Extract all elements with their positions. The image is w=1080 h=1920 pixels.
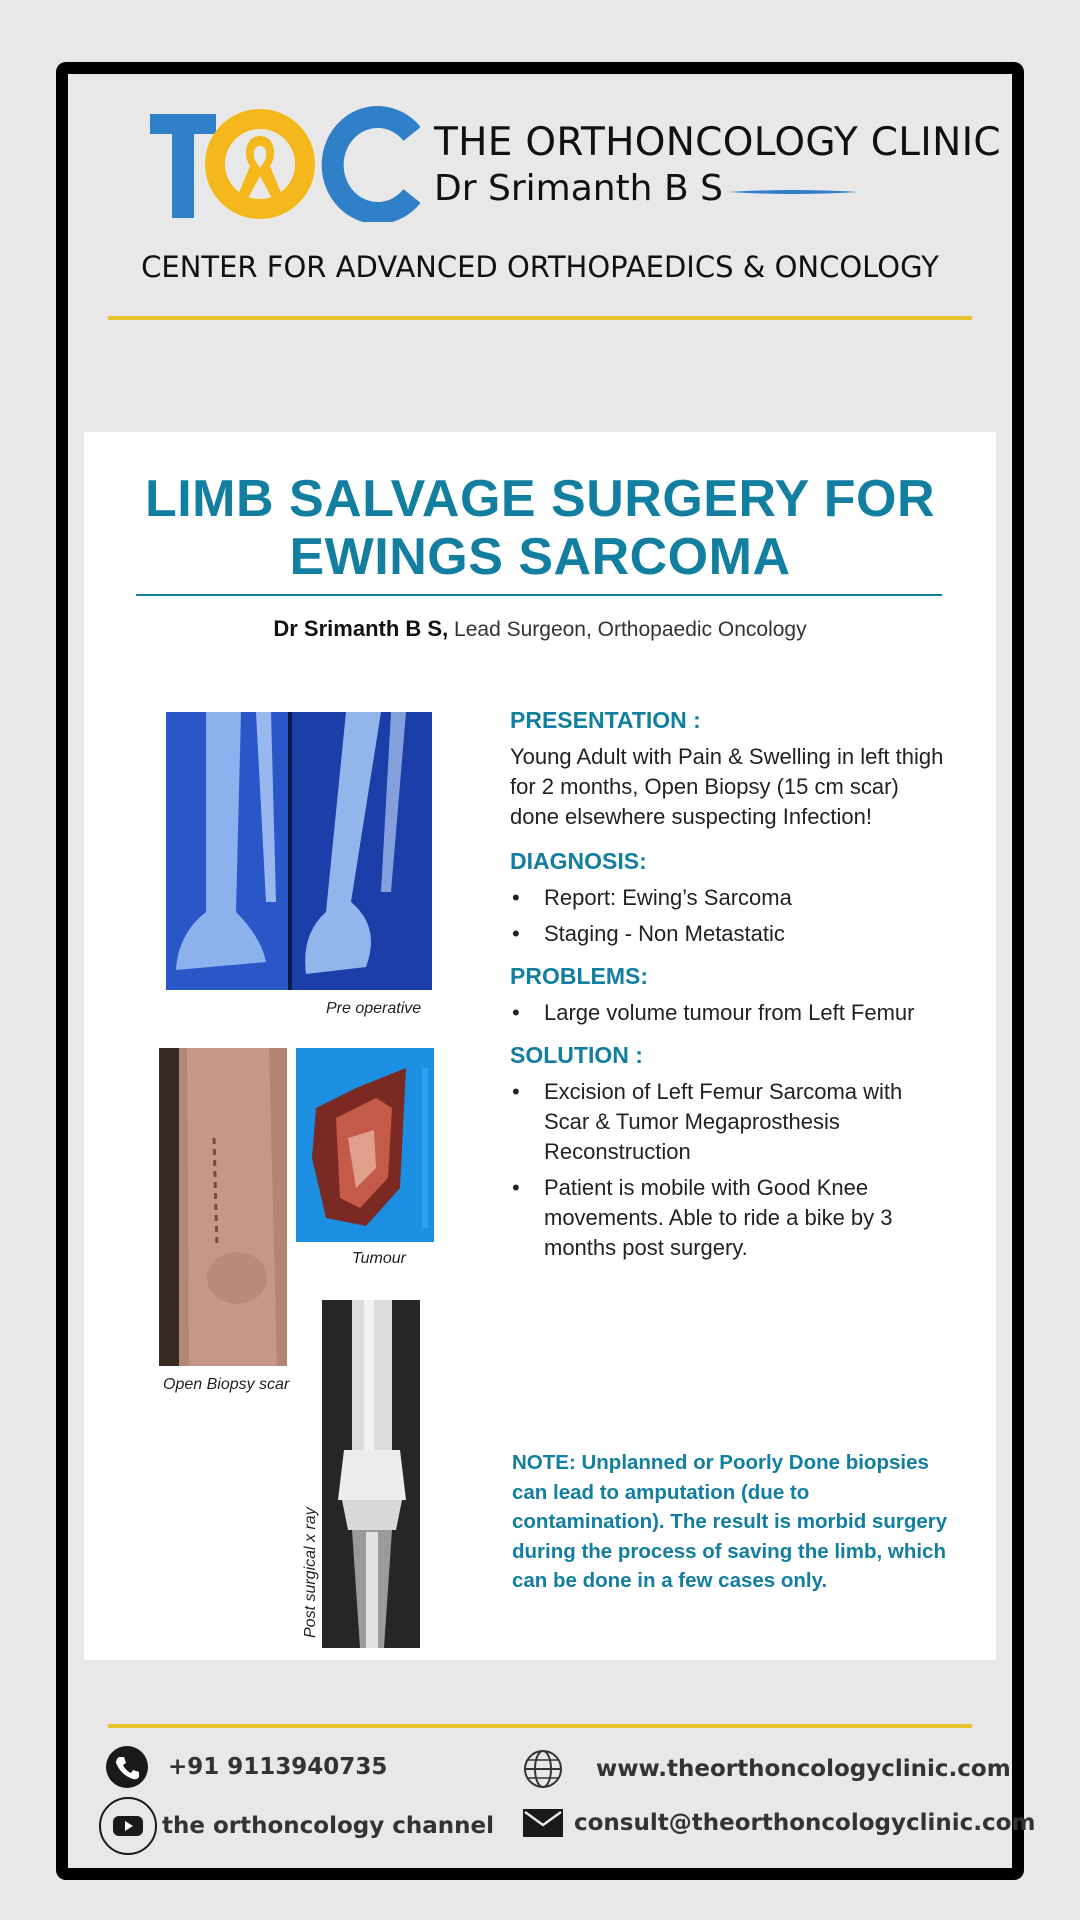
awareness-ribbon-icon [236,136,284,202]
post-surgical-xray-image [322,1300,420,1648]
website-url: www.theorthoncologyclinic.com [596,1756,1011,1782]
byline-name: Dr Srimanth B S, [273,616,449,641]
channel-name: the orthoncology channel [162,1813,495,1839]
diagnosis-heading: DIAGNOSIS: [510,848,647,874]
poster-title [84,470,996,586]
footer-phone[interactable] [106,1746,387,1788]
phone-icon [106,1746,148,1788]
diagnosis-item: • Staging - Non Metastatic [510,919,950,949]
diagnosis-item: • Report: Ewing’s Sarcoma [510,883,950,913]
phone-number: +91 9113940735 [168,1754,388,1780]
problems-list [510,998,950,1028]
caption-open-biopsy-scar: Open Biopsy scar [163,1376,290,1393]
preop-xray-image [166,712,432,990]
byline-role: Lead Surgeon, Orthopaedic Oncology [454,618,807,641]
caption-pre-operative: Pre operative [326,1000,422,1017]
problems-item: • Large volume tumour from Left Femur [510,998,950,1028]
footer-youtube-channel[interactable] [98,1796,494,1856]
mail-icon [522,1808,564,1838]
solution-item: • Patient is mobile with Good Knee movements. Able to ride a bike by 3 months post surgery. [510,1173,950,1263]
open-biopsy-scar-image [159,1048,287,1366]
case-poster [84,432,996,1660]
caption-tumour: Tumour [352,1250,406,1267]
byline [84,616,996,642]
doctor-name: Dr Srimanth B S [434,168,723,209]
clinic-name: THE ORTHONCOLOGY CLINIC [434,120,1001,165]
email-address: consult@theorthoncologyclinic.com [574,1810,1036,1836]
poster-title-line1: LIMB SALVAGE SURGERY FOR [144,470,936,528]
clinic-tagline: CENTER FOR ADVANCED ORTHOPAEDICS & ONCOLOGY [141,250,939,284]
solution-heading: SOLUTION : [510,1042,643,1068]
header-divider [108,316,972,320]
footer-divider [108,1724,972,1728]
blue-swoosh [728,189,858,195]
tumour-specimen-image [296,1048,434,1242]
footer-email[interactable] [522,1808,1035,1838]
poster-title-line2: EWINGS SARCOMA [289,528,791,586]
youtube-icon [98,1796,158,1856]
presentation-heading: PRESENTATION : [510,707,701,733]
problems-heading: PROBLEMS: [510,963,648,989]
footer-website[interactable] [522,1748,1011,1790]
biopsy-note: NOTE: Unplanned or Poorly Done biopsies can lead to amputation (due to contamination). The result is morbid surgery during the process of saving the limb, which can be done in a few cases only. [512,1451,948,1592]
globe-icon [522,1748,564,1790]
presentation-text: Young Adult with Pain & Swelling in left thigh for 2 months, Open Biopsy (15 cm scar) done elsewhere suspecting Infection! [510,744,944,829]
title-divider [136,594,942,596]
solution-item: • Excision of Left Femur Sarcoma with Scar & Tumor Megaprosthesis Reconstruction [510,1077,950,1167]
toc-logo [150,104,420,222]
solution-list [510,1077,950,1263]
diagnosis-list [510,883,950,949]
case-details [510,707,950,1277]
caption-post-surgical-x-ray: Post surgical x ray [302,1507,319,1638]
